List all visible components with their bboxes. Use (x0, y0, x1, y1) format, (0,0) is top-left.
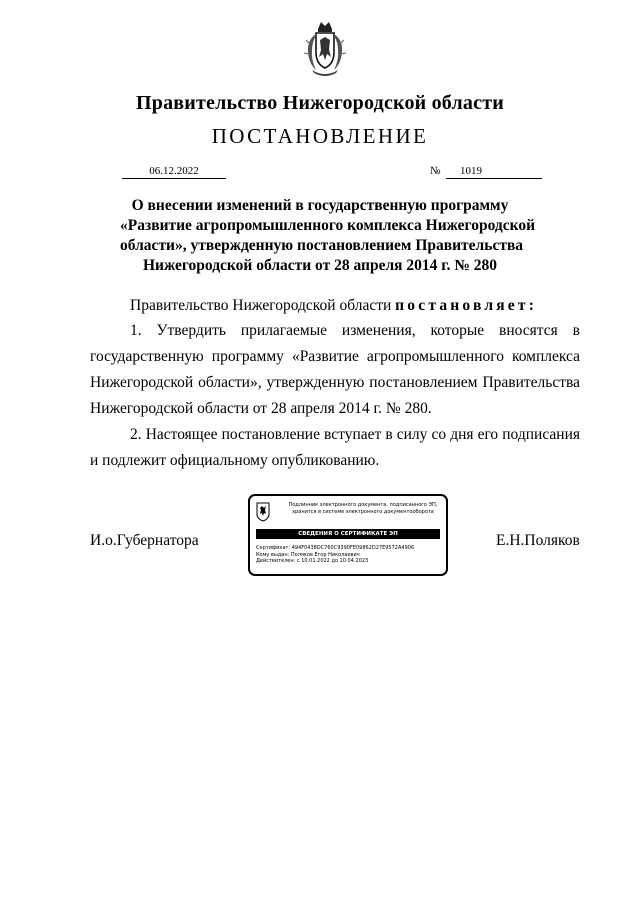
stamp-note-line: Подлинник электронного документа, подписанного ЭП, (288, 502, 438, 508)
stamp-validity: Действителен: с 10.01.2022 до 10.04.2023 (256, 558, 369, 564)
stamp-certificate-info (256, 545, 414, 565)
stamp-note-line: хранится в системе электронного документооборота (292, 508, 434, 515)
document-number: 1019 (460, 165, 482, 177)
signer-title: И.о.Губернатора (90, 532, 199, 549)
paragraph-2 (90, 422, 580, 474)
heading-line: О внесении изменений в государственную программу (131, 197, 509, 214)
heading-line: Нижегородской области от 28 апреля 2014 г. № 280 (142, 257, 498, 274)
paragraph-1 (90, 318, 580, 422)
document-date: 06.12.2022 (122, 164, 226, 179)
preamble (130, 297, 537, 315)
stamp-header-bar: СВЕДЕНИЯ О СЕРТИФИКАТЕ ЭП (256, 529, 440, 539)
document-number-field (446, 164, 542, 179)
paragraph-1-text: 1. Утвердить прилагаемые изменения, которые вносятся в государственную программу «Развитие агропромышленного комплекса Нижегородской области», утвержденную постановлением Правительства Нижегородской области от 28 апреля 2014 г. № 280. (90, 322, 580, 417)
stamp-owner: Кому выдан: Поляков Егор Николаевич (256, 551, 360, 558)
paragraph-2-text: 2. Настоящее постановление вступает в силу со дня его подписания и подлежит официальному опубликованию. (90, 426, 580, 469)
e-signature-stamp (248, 494, 448, 576)
preamble-decree-word: постановляет: (395, 297, 538, 314)
coat-of-arms-icon (302, 20, 348, 76)
stamp-certificate: Сертификат: 494F0438DC760C9390FE09862D27E9572A4906 (256, 545, 415, 551)
stamp-note (280, 502, 446, 515)
preamble-text: Правительство Нижегородской области (130, 297, 396, 314)
signer-name: Е.Н.Поляков (496, 532, 580, 549)
deer-emblem-icon (256, 502, 270, 522)
organization-title: Правительство Нижегородской области (136, 92, 504, 114)
heading-line: области», утвержденную постановлением Правительства (120, 237, 524, 254)
document-type: ПОСТАНОВЛЕНИЕ (211, 124, 429, 148)
number-sign: № (430, 165, 441, 177)
heading-line: «Развитие агропромышленного комплекса Нижегородской (120, 217, 536, 234)
document-heading (120, 196, 536, 276)
